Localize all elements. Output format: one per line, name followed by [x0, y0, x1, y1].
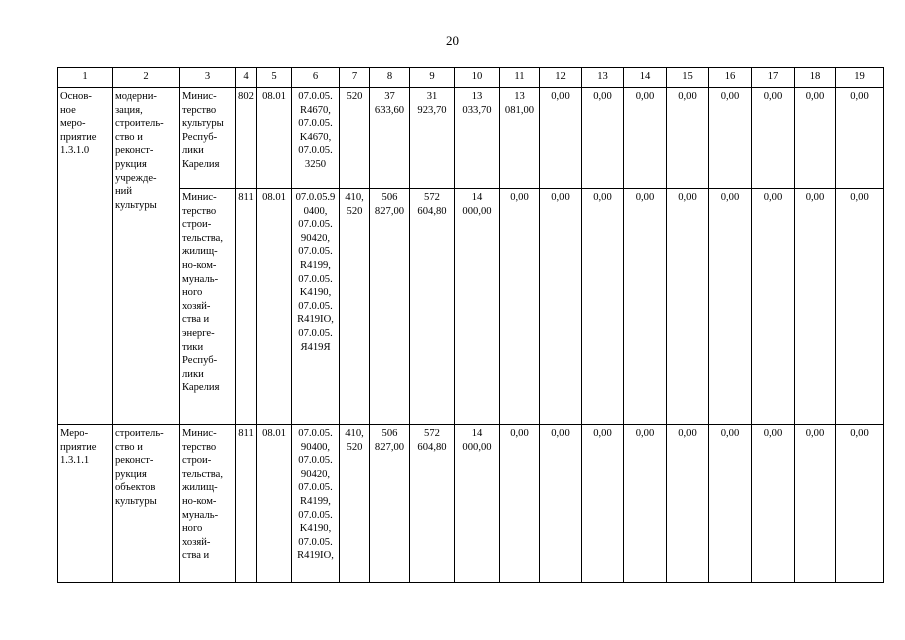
grbs-cell: 811: [236, 425, 257, 583]
value-cell: 572 604,80: [410, 189, 455, 425]
activity-name-cell: строитель- ство и реконст- рукция объектов культуры: [113, 425, 180, 583]
activity-code-cell: Меро- приятие 1.3.1.1: [58, 425, 113, 583]
grbs-cell: 802: [236, 88, 257, 189]
value-cell: 572 604,80: [410, 425, 455, 583]
value-cell: 0,00: [795, 425, 836, 583]
table-row: [58, 189, 884, 425]
page-number: 20: [446, 33, 459, 48]
header-cell: 17: [752, 68, 795, 88]
executor-cell: Минис- терство строи- тельства, жилищ- но-ком- муналь- ного хозяй- ства и энерге- тики Респуб- лики Карелия: [180, 189, 236, 425]
header-cell: 9: [410, 68, 455, 88]
header-cell: 7: [340, 68, 370, 88]
table-row: [58, 88, 884, 189]
executor-cell: Минис- терство культуры Респуб- лики Карелия: [180, 88, 236, 189]
value-cell: 0,00: [624, 88, 667, 189]
value-cell: 0,00: [752, 425, 795, 583]
value-cell: 13 033,70: [455, 88, 500, 189]
value-cell: 0,00: [667, 189, 709, 425]
value-cell: 0,00: [540, 88, 582, 189]
value-cell: 0,00: [540, 425, 582, 583]
header-row: [58, 68, 884, 88]
activity-code-cell: Основ- ное меро- приятие 1.3.1.0: [58, 88, 113, 425]
value-cell: 0,00: [624, 425, 667, 583]
value-cell: 14 000,00: [455, 189, 500, 425]
header-cell: 13: [582, 68, 624, 88]
target-article-cell: 07.0.05. R4670, 07.0.05. K4670, 07.0.05. 3250: [292, 88, 340, 189]
expense-type-cell: 410, 520: [340, 425, 370, 583]
value-cell: 0,00: [582, 425, 624, 583]
value-cell: 0,00: [836, 425, 884, 583]
header-cell: 10: [455, 68, 500, 88]
value-cell: 0,00: [709, 425, 752, 583]
value-cell: 0,00: [795, 88, 836, 189]
header-cell: 11: [500, 68, 540, 88]
value-cell: 0,00: [667, 88, 709, 189]
activity-name-cell: модерни- зация, строитель- ство и реконст- рукция учрежде- ний культуры: [113, 88, 180, 425]
value-cell: 506 827,00: [370, 425, 410, 583]
header-cell: 18: [795, 68, 836, 88]
value-cell: 0,00: [836, 88, 884, 189]
header-cell: 15: [667, 68, 709, 88]
value-cell: 506 827,00: [370, 189, 410, 425]
header-cell: 6: [292, 68, 340, 88]
value-cell: 0,00: [582, 88, 624, 189]
expense-type-cell: 410, 520: [340, 189, 370, 425]
value-cell: 0,00: [752, 189, 795, 425]
target-article-cell: 07.0.05.9 0400, 07.0.05. 90420, 07.0.05. R4199, 07.0.05. K4190, 07.0.05. R419IO, 07.0.05. Я419Я: [292, 189, 340, 425]
header-cell: 1: [58, 68, 113, 88]
value-cell: 0,00: [624, 189, 667, 425]
value-cell: 0,00: [709, 189, 752, 425]
header-cell: 14: [624, 68, 667, 88]
value-cell: 0,00: [500, 425, 540, 583]
header-cell: 3: [180, 68, 236, 88]
value-cell: 0,00: [709, 88, 752, 189]
value-cell: 13 081,00: [500, 88, 540, 189]
section-cell: 08.01: [257, 189, 292, 425]
header-cell: 8: [370, 68, 410, 88]
value-cell: 0,00: [500, 189, 540, 425]
grbs-cell: 811: [236, 189, 257, 425]
expense-type-cell: 520: [340, 88, 370, 189]
header-cell: 5: [257, 68, 292, 88]
value-cell: 0,00: [667, 425, 709, 583]
header-cell: 12: [540, 68, 582, 88]
section-cell: 08.01: [257, 88, 292, 189]
value-cell: 0,00: [795, 189, 836, 425]
section-cell: 08.01: [257, 425, 292, 583]
target-article-cell: 07.0.05. 90400, 07.0.05. 90420, 07.0.05. R4199, 07.0.05. K4190, 07.0.05. R419IO,: [292, 425, 340, 583]
value-cell: 0,00: [752, 88, 795, 189]
header-cell: 19: [836, 68, 884, 88]
header-cell: 16: [709, 68, 752, 88]
header-cell: 4: [236, 68, 257, 88]
executor-cell: Минис- терство строи- тельства, жилищ- но-ком- муналь- ного хозяй- ства и: [180, 425, 236, 583]
budget-table: [57, 67, 884, 583]
value-cell: 37 633,60: [370, 88, 410, 189]
header-cell: 2: [113, 68, 180, 88]
value-cell: 14 000,00: [455, 425, 500, 583]
value-cell: 0,00: [836, 189, 884, 425]
value-cell: 0,00: [582, 189, 624, 425]
value-cell: 31 923,70: [410, 88, 455, 189]
table-row: [58, 425, 884, 583]
value-cell: 0,00: [540, 189, 582, 425]
